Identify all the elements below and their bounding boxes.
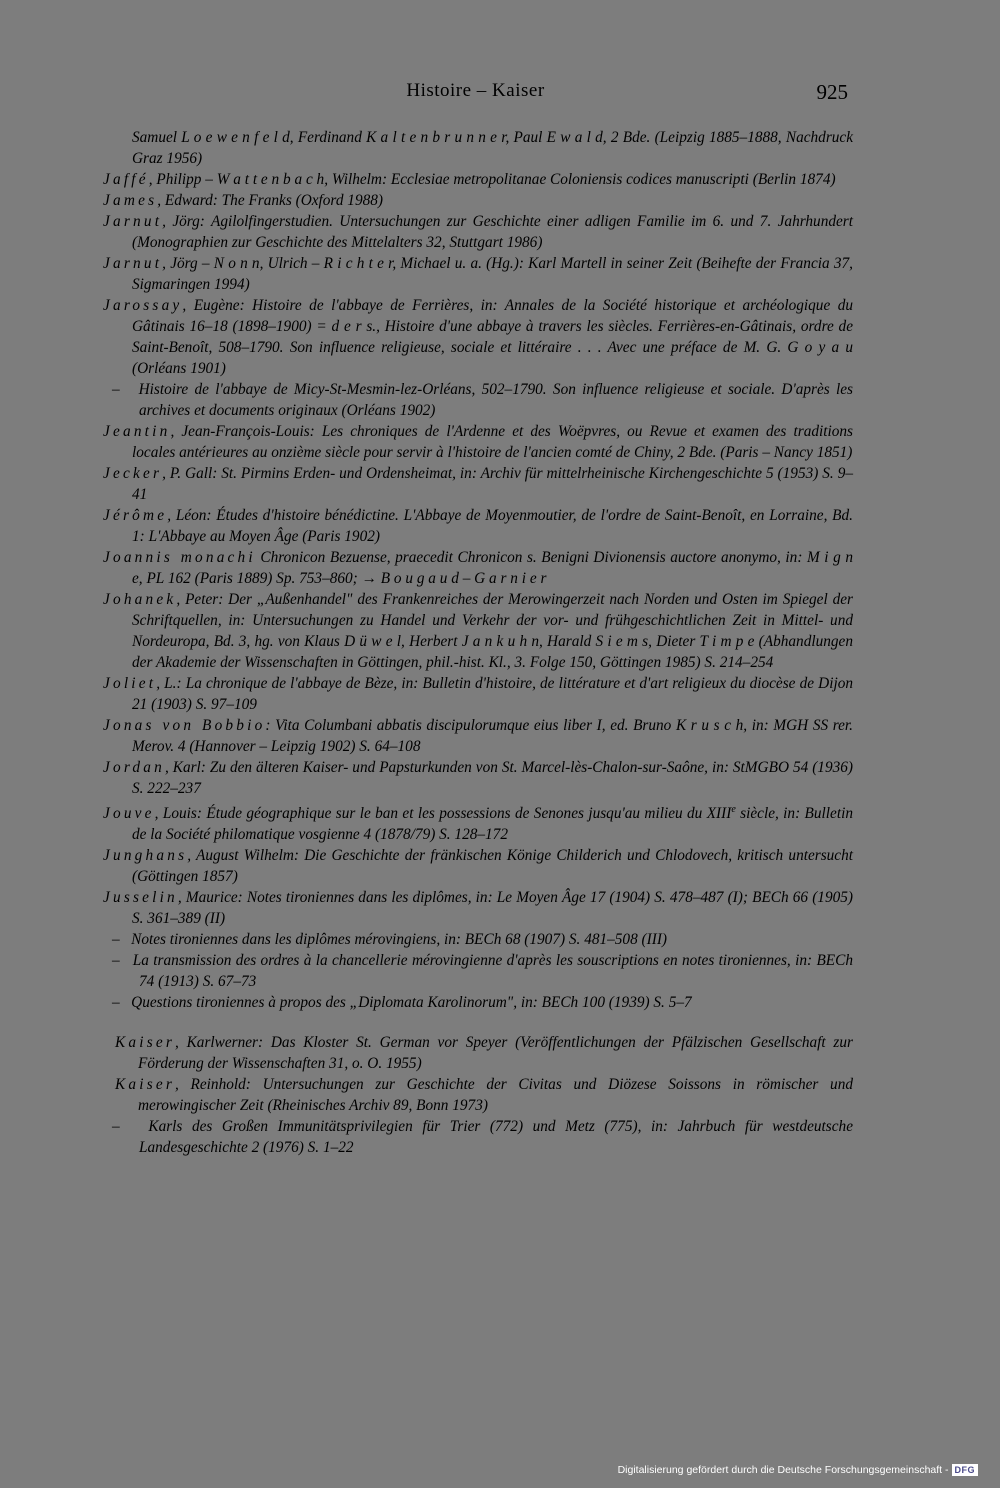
digitization-credit: Digitalisierung gefördert durch die Deutsche Forschungsgemeinschaft - — [617, 1464, 949, 1476]
bib-entry: Jaffé, Philipp – W a t t e n b a c h, Wilhelm: Ecclesiae metropolitanae Coloniensis codices manuscripti (Berlin 1874) — [103, 171, 836, 188]
author-name: Joliet — [103, 675, 157, 692]
bib-entry: Jouve, Louis: Étude géographique sur le ban et les possessions de Senones jusqu'au milieu du XIIIe siècle, in: Bulletin de la Société philomatique vosgienne 4 (1878/79) S. 128–172 — [103, 804, 853, 844]
author-name: Jarnut — [103, 213, 163, 230]
dash-marker: – — [112, 994, 120, 1012]
author-name: Jouve — [103, 805, 155, 823]
author-name: Jérôme — [103, 507, 168, 524]
bib-entry: – Histoire de l'abbaye de Micy-St-Mesmin-lez-Orléans, 502–1790. Son influence religieuse et sociale. D'après les archives et documents originaux (Orléans 1902) — [112, 381, 854, 419]
author-name: Jarnut — [103, 255, 163, 272]
bib-entry: – La transmission des ordres à la chancellerie mérovingienne d'après les souscriptions en notes tironiennes, in: BECh 74 (1913) S. 67–73 — [112, 952, 853, 991]
bib-entry: Junghans, August Wilhelm: Die Geschichte der fränkischen Könige Childerich und Chlodovech, kritisch untersucht (Göttingen 1857) — [103, 847, 853, 886]
bib-entry: – Notes tironiennes dans les diplômes mérovingiens, in: BECh 68 (1907) S. 481–508 (III) — [112, 931, 668, 949]
running-head: Histoire – Kaiser — [406, 80, 545, 101]
bib-entry: Johanek, Peter: Der „Außenhandel" des Frankenreiches der Merowingerzeit nach Norden und Osten im Spiegel der Schriftquellen, in: Untersuchungen zu Handel und Verkehr der vor- und frühgeschichtlichen Zeit in Mittel- und Nordeuropa, Bd. 3, hg. von Klaus D ü w e l, Herbert J a n k u h n, Harald S i e m s, Dieter T i m p e (Abhandlungen der Akademie der Wissenschaften in Göttingen, phil.-hist. Kl., 3. Folge 150, Göttingen 1985) S. 214–254 — [103, 591, 853, 671]
bib-entry: Jusselin, Maurice: Notes tironiennes dans les diplômes, in: Le Moyen Âge 17 (1904) S. 478–487 (I); BECh 66 (1905) S. 361–389 (II) — [103, 889, 853, 928]
bib-entry: Jérôme, Léon: Études d'histoire bénédictine. L'Abbaye de Moyenmoutier, de l'ordre de Saint-Benoît, en Lorraine, Bd. 1: L'Abbaye au Moyen Âge (Paris 1902) — [103, 507, 853, 545]
author-name: Kaiser — [115, 1034, 175, 1052]
bib-entry: Joliet, L.: La chronique de l'abbaye de Bèze, in: Bulletin d'histoire, de littérature et d'art religieux du diocèse de Dijon 21 (1903) S. 97–109 — [103, 675, 853, 713]
page-header — [103, 80, 848, 110]
dash-marker: – — [112, 381, 120, 398]
author-name: Junghans — [103, 847, 188, 865]
digitization-footer — [618, 1464, 978, 1476]
bibliography — [103, 127, 853, 1158]
author-name: Joannis monachi — [103, 549, 256, 566]
dash-marker: – — [112, 1118, 120, 1136]
section-gap — [103, 1013, 853, 1032]
bib-entry: Joannis monachi Chronicon Bezuense, praecedit Chronicon s. Benigni Divionensis auctore anonymo, in: M i g n e, PL 162 (Paris 1889) Sp. 753–860; → B o u g a u d – G a r n i e r — [103, 549, 853, 587]
dfg-logo: DFG — [952, 1464, 979, 1476]
bib-entry: Samuel L o e w e n f e l d, Ferdinand K a l t e n b r u n n e r, Paul E w a l d, 2 Bde. (Leipzig 1885–1888, Nachdruck Graz 1956) — [132, 129, 853, 167]
author-name: Kaiser — [115, 1076, 175, 1094]
bib-entry: Jarnut, Jörg – N o n n, Ulrich – R i c h t e r, Michael u. a. (Hg.): Karl Martell in seiner Zeit (Beihefte der Francia 37, Sigmaringen 1994) — [103, 255, 853, 293]
bib-entry: Kaiser, Reinhold: Untersuchungen zur Geschichte der Civitas und Diözese Soissons in römischer und merowingischer Zeit (Rheinisches Archiv 89, Bonn 1973) — [115, 1076, 853, 1115]
bib-entry: Jarnut, Jörg: Agilolfingerstudien. Untersuchungen zur Geschichte einer adligen Familie im 6. und 7. Jahrhundert (Monographien zur Geschichte des Mittelalters 32, Stuttgart 1986) — [103, 213, 853, 251]
author-name: James — [103, 192, 158, 209]
dash-marker: – — [112, 952, 120, 970]
author-name: Jecker — [103, 465, 163, 482]
bib-entry: Jecker, P. Gall: St. Pirmins Erden- und Ordensheimat, in: Archiv für mittelrheinische Kirchengeschichte 5 (1953) S. 9–41 — [103, 465, 853, 503]
bib-entry: Jonas von Bobbio: Vita Columbani abbatis discipulorumque eius liber I, ed. Bruno K r u s c h, in: MGH SS rer. Merov. 4 (Hannover – Leipzig 1902) S. 64–108 — [103, 717, 854, 755]
author-name: Jonas von Bobbio — [103, 717, 266, 734]
author-name: Johanek — [103, 591, 177, 608]
bib-entry: Jeantin, Jean-François-Louis: Les chroniques de l'Ardenne et des Woëpvres, ou Revue et examen des traditions locales antérieures au onzième siècle pour servir à l'histoire de l'ancien comté de Chiny, 2 Bde. (Paris – Nancy 1851) — [103, 423, 853, 461]
author-name: Jeantin — [103, 423, 171, 440]
superscript: e — [731, 804, 736, 815]
bib-entry: Jarossay, Eugène: Histoire de l'abbaye de Ferrières, in: Annales de la Société historique et archéologique du Gâtinais 16–18 (1898–1900) = d e r s., Histoire d'une abbaye à travers les siècles. Ferrières-en-Gâtinais, ordre de Saint-Benoît, 508–1790. Son influence religieuse, sociale et littéraire . . . Avec une préface de M. G. G o y a u (Orléans 1901) — [103, 297, 853, 377]
author-name: Jaffé — [103, 171, 149, 188]
bib-entry: – Karls des Großen Immunitätsprivilegien für Trier (772) und Metz (775), in: Jahrbuch für westdeutsche Landesgeschichte 2 (1976) S. 1–22 — [112, 1118, 853, 1157]
author-name: Jarossay — [103, 297, 183, 314]
author-name: Jordan — [103, 759, 165, 776]
bib-entry: Jordan, Karl: Zu den älteren Kaiser- und Papsturkunden von St. Marcel-lès-Chalon-sur-Saône, in: StMGBO 54 (1936) S. 222–237 — [103, 759, 853, 797]
bib-entry: Kaiser, Karlwerner: Das Kloster St. German vor Speyer (Veröffentlichungen der Pfälzischen Gesellschaft zur Förderung der Wissenschaften 31, o. O. 1955) — [115, 1034, 853, 1073]
author-name: Jusselin — [103, 889, 178, 907]
page-number: 925 — [816, 80, 848, 104]
dash-marker: – — [112, 931, 120, 949]
bib-entry: – Questions tironiennes à propos des „Diplomata Karolinorum", in: BECh 100 (1939) S. 5–7 — [112, 994, 692, 1012]
bib-entry: James, Edward: The Franks (Oxford 1988) — [103, 192, 383, 209]
